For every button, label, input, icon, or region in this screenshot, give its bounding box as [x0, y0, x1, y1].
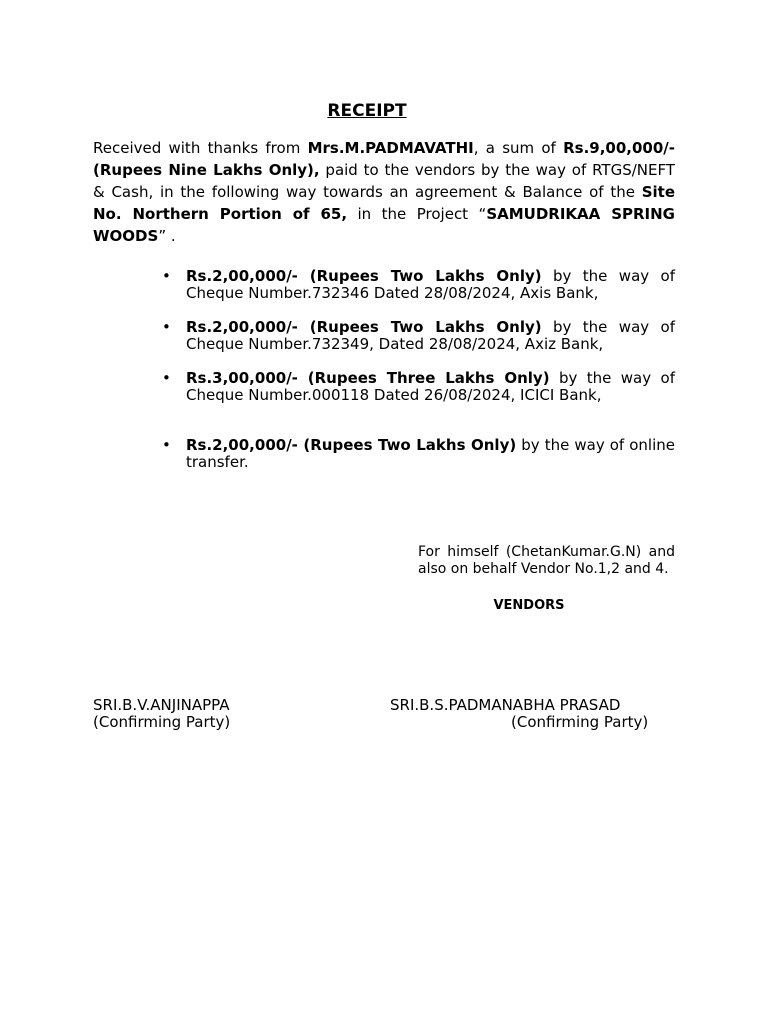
total-amount: Rs.9,00,000/-(Rupees Nine Lakhs Only),	[93, 139, 675, 179]
receipt-intro-paragraph	[93, 137, 675, 247]
confirming-party-right-role: (Confirming Party)	[511, 713, 649, 731]
receipt-title: RECEIPT	[327, 101, 407, 121]
payment-list	[162, 266, 675, 471]
payment-item	[162, 268, 675, 302]
vendor-signoff-text: For himself (ChetanKumar.G.N) and also on behalf Vendor No.1,2 and 4.	[418, 544, 675, 577]
payment-detail: by the way of Cheque Number.732346 Dated 28/08/2024, Axis Bank,	[186, 267, 675, 302]
payment-amount: Rs.3,00,000/- (Rupees Three Lakhs Only)	[186, 369, 550, 387]
payment-detail: by the way of online transfer.	[186, 436, 676, 471]
confirming-party-right-name: SRI.B.S.PADMANABHA PRASAD	[390, 696, 621, 714]
payment-detail: by the way of Cheque Number.732349, Dated 28/08/2024, Axiz Bank,	[186, 318, 675, 353]
payment-item	[162, 437, 675, 471]
payment-detail: by the way of Cheque Number.000118 Dated 26/08/2024, ICICI Bank,	[186, 369, 675, 404]
vendors-label: VENDORS	[493, 598, 565, 613]
payment-item	[162, 319, 675, 353]
payment-amount: Rs.2,00,000/- (Rupees Two Lakhs Only)	[186, 318, 542, 336]
payer-name: Mrs.M.PADMAVATHI	[307, 139, 474, 157]
project-name: SAMUDRIKAA SPRING WOODS	[93, 205, 675, 245]
site-number: Site No. Northern Portion of 65,	[93, 183, 675, 223]
intro-text-4: in the Project “	[347, 205, 487, 223]
confirming-party-left	[93, 697, 230, 731]
intro-text-1: Received with thanks from	[93, 139, 308, 157]
payment-amount: Rs.2,00,000/- (Rupees Two Lakhs Only)	[186, 436, 517, 454]
confirming-party-name: SRI.B.V.ANJINAPPA	[93, 696, 230, 714]
intro-text-5: ” .	[158, 227, 176, 245]
intro-text-3: paid to the vendors by the way of RTGS/NEFT & Cash, in the following way towards an agreement & Balance of the	[93, 161, 675, 201]
intro-text-2: , a sum of	[473, 139, 564, 157]
payment-amount: Rs.2,00,000/- (Rupees Two Lakhs Only)	[186, 267, 542, 285]
payment-item	[162, 370, 675, 404]
confirming-party-role: (Confirming Party)	[93, 713, 231, 731]
